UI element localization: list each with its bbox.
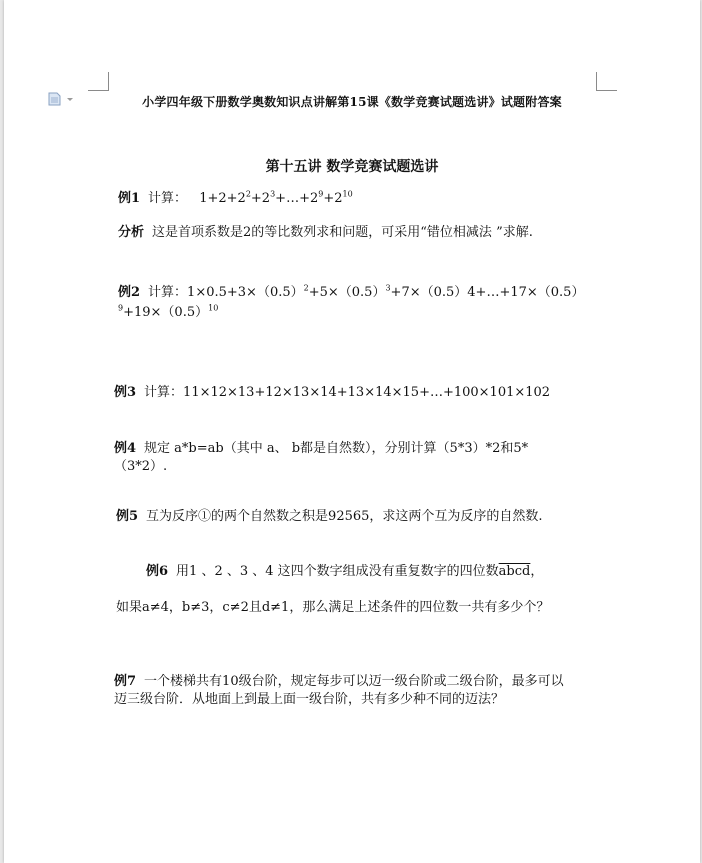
example-2-line-1: 例2 计算：$1\times 0.5+3\times(0.5)^2+5\times(0.5)^3+7\times(0.5)4+\dots+17\times(0.5)$ (118, 283, 585, 300)
margin-corner-top-left (88, 72, 109, 91)
example-7-line-2: 迈三级台阶．从地面上到最上面一级台阶，共有多少种不同的迈法？ (114, 692, 505, 707)
example-6-label: 例6 (146, 564, 169, 579)
four-digit-number: abcd (498, 564, 531, 579)
example-6-line-2: 如果a≠4，b≠3，c≠2且d≠1，那么满足上述条件的四位数一共有多少个？ (116, 600, 550, 615)
example-1-expression: $1+2+2^2+2^3+\dots+2^9+2^{10}$ (199, 189, 353, 206)
example-4-label: 例4 (114, 441, 137, 456)
example-5 (116, 506, 543, 528)
analysis-label: 分析 (118, 225, 145, 240)
analysis (118, 222, 533, 244)
example-5-text: 互为反序①的两个自然数之积是92565，求这两个互为反序的自然数. (146, 509, 543, 524)
example-3-label: 例3 (114, 385, 137, 400)
example-1 (118, 188, 353, 210)
document-page (4, 0, 700, 863)
page-header-title: 小学四年级下册数学奥数知识点讲解第15课《数学竞赛试题选讲》试题附答案 (142, 95, 562, 109)
example-4-line-2: （3*2）. (114, 459, 168, 474)
example-2-label: 例2 (118, 285, 141, 300)
margin-corner-top-right (596, 72, 617, 91)
example-2-line-2: $^9+19\times(0.5)^{10}$ (118, 303, 219, 320)
example-5-label: 例5 (116, 509, 139, 524)
example-3-text: 计算：11×12×13+12×13×14+13×14×15+…+100×101×102 (144, 385, 551, 400)
example-4-line-1: 例4 规定 a*b=ab（其中 a、 b都是自然数），分别计算（5*3）*2和5* (114, 441, 529, 456)
example-7-line-1: 例7 一个楼梯共有10级台阶，规定每步可以迈一级台阶或二级台阶，最多可以 (114, 674, 564, 689)
example-3 (114, 382, 550, 404)
lecture-heading: 第十五讲 数学竞赛试题选讲 (265, 159, 439, 175)
example-7-label: 例7 (114, 674, 137, 689)
example-1-label: 例1 (118, 191, 141, 206)
analysis-text: 这是首项系数是2的等比数列求和问题，可采用“错位相减法 ”求解. (152, 225, 533, 240)
example-1-intro: 计算： (148, 191, 188, 206)
example-6-line-1: 例6 用1 、2 、3 、4 这四个数字组成没有重复数字的四位数abcd， (146, 564, 544, 579)
